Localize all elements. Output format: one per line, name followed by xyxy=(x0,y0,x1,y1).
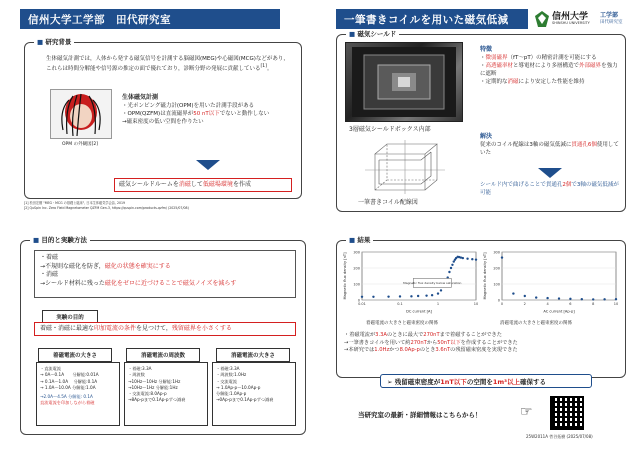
footer-id: 25W2011A 菅谷拓樹 (2025/07/08) xyxy=(526,434,593,439)
x-axis-label: AC current [Ap-p] xyxy=(543,309,575,314)
purpose-points xyxy=(34,250,296,298)
col3-panel: ・着磁:3.3A ・周波数:1.0Hz ・交流電流 → 1.0Ap-p〜10.0Ap-p 分解能:1.0Ap-p →0Ap-pまで0.1Ap-pずつ減衰 xyxy=(212,362,296,426)
right-header xyxy=(336,9,528,29)
results-highlight: ➢ 残留磁束密度が1nT以下の空間を1m³以上確保する xyxy=(380,374,592,388)
features-block xyxy=(480,46,620,87)
opm-photo xyxy=(50,89,112,139)
logo-lab: 田代研究室 xyxy=(600,20,623,25)
x-tick-label: 8 xyxy=(592,302,595,306)
y-axis-label: Magnetic flux density [nT] xyxy=(343,252,347,300)
y-tick-label: 100 xyxy=(493,282,500,287)
data-point xyxy=(410,295,412,297)
purpose-line-4: →シールド材料に残った磁化をゼロに近づけることで磁気ノイズを減らす xyxy=(40,280,237,288)
biomag-bullet-1: ・光ポンピング磁力計(OPM)を用いた計測手段がある xyxy=(122,102,255,109)
shield-box-photo xyxy=(345,42,463,122)
col2-panel: ・着磁:3.3A ・周波数 →10Hz〜10Hz 分解能:1Hz →10Hz〜1Hz 分解能:1Hz ・交流電流:8.0Ap-p →8Ap-pまで0.1Ap-pずつ減衰 xyxy=(124,362,208,426)
feature-2: ・高透磁率材と導電材により多層構造で外部磁界を強力に遮断 xyxy=(480,62,618,77)
results-text xyxy=(344,332,624,355)
feature-1: ・微弱磁界（fT〜pT）の精密計測を可能にする xyxy=(480,54,597,61)
data-point xyxy=(501,256,503,258)
data-point xyxy=(387,295,389,297)
logo-mark-icon xyxy=(534,10,550,28)
data-point xyxy=(581,298,583,300)
goal-label: 実験の目的 xyxy=(42,310,98,324)
x-tick-label: 1 xyxy=(436,302,440,306)
purpose-line-3: ・消磁 xyxy=(40,271,59,279)
data-point xyxy=(466,258,468,260)
data-point xyxy=(558,297,560,299)
down-arrow-icon xyxy=(196,160,220,170)
logo-roman: SHINSHU UNIVERSITY xyxy=(552,21,590,25)
logo-dept: 工学部 xyxy=(600,12,619,19)
plot-frame xyxy=(362,252,476,300)
solution-block xyxy=(480,133,620,158)
left-header xyxy=(20,9,280,29)
reference-1: [1] 松田宏樹 "MEG・MCG の基礎と臨床", 日本生体磁気学会誌, 2019 xyxy=(24,201,126,205)
col1-panel: ・直流電流 → 0A〜0.1A 分解能:0.01A → 0.1A〜1.0A 分解能:0.1A → 1.0A〜10.0A 分解能:1.0A →2.0A〜4.5A 分解能: 0.1A 直流電流を印加しながら着磁 xyxy=(36,362,120,426)
x-tick-label: 10 xyxy=(613,302,619,306)
x-tick-label: 10 xyxy=(473,302,479,306)
chart-demagnetization-current xyxy=(482,246,622,314)
reference-2: [2] QuSpin Inc. Zero Field Magnetometer QZFM Gen-3, https://quspin.com/products-qzfm/ (2025/07/08) xyxy=(24,205,189,210)
x-tick-label: 0.1 xyxy=(397,302,403,306)
col1-title: 着磁電流の大きさ xyxy=(38,348,112,362)
university-logo xyxy=(534,8,634,32)
y-tick-label: 100 xyxy=(353,282,360,287)
data-point xyxy=(546,297,548,299)
feature-3: ・定期的な消磁により安定した性能を維持 xyxy=(480,78,585,85)
purpose-line-1: ・着磁 xyxy=(40,254,59,261)
data-point xyxy=(471,258,473,260)
x-tick-label: 0 xyxy=(500,302,504,306)
data-point xyxy=(475,258,477,260)
solution-body: 従来のコイル配線は3軸の磁気低減に貫通孔6個使用していた xyxy=(480,141,619,156)
data-point xyxy=(448,271,450,273)
purpose-line-2: →不規則な磁化を防ぎ，磁化の状態を確実にする xyxy=(40,262,171,270)
y-tick-label: 0 xyxy=(497,298,500,303)
y-tick-label: 300 xyxy=(353,250,360,255)
research-conclusion: 磁気シールドルームを消磁して低磁場環境を作成 xyxy=(114,178,292,192)
right-header-title: 一筆書きコイルを用いた磁気低減 xyxy=(344,14,509,26)
data-point xyxy=(417,295,419,297)
result-line-1: ・着磁電流が3.3Aのときに最大で270nTまで着磁することができた xyxy=(344,332,502,338)
y-axis-label: Magnetic flux density [nT] xyxy=(483,252,487,300)
coil-wiring-diagram xyxy=(355,140,455,194)
shield-title: ■ 磁気シールド xyxy=(346,29,399,38)
x-axis-label: DC current [A] xyxy=(406,309,432,314)
qr-code-icon[interactable] xyxy=(550,396,584,430)
shield-box-caption: 3層磁気シールドボックス内部 xyxy=(349,126,431,133)
y-tick-label: 0 xyxy=(357,298,360,303)
data-point xyxy=(440,289,442,291)
x-tick-label: 0.01 xyxy=(358,302,366,306)
data-point xyxy=(603,298,605,300)
x-tick-label: 2 xyxy=(523,302,526,306)
y-tick-label: 200 xyxy=(493,266,500,271)
solution-title: 解決 xyxy=(480,133,493,140)
biomag-box xyxy=(122,94,290,154)
data-point xyxy=(569,298,571,300)
data-point xyxy=(425,294,427,296)
purpose-title: ■ 目的と実験方法 xyxy=(30,235,90,244)
y-tick-label: 200 xyxy=(353,266,360,271)
data-point xyxy=(524,295,526,297)
col1-result-2: 直流電流を印加しながら着磁 xyxy=(40,400,95,406)
chart1-caption: 着磁電流の大きさと磁束密度の関係 xyxy=(366,321,438,326)
biomag-bullet-2: ・OPM(QZFM)は直流磁界が50 nT以下でないと動作しない xyxy=(122,110,270,117)
chart-magnetization-current xyxy=(342,246,482,314)
col2-title: 消磁電流の周波数 xyxy=(126,348,200,362)
result-line-2: →一筆書きコイルを用いて約270nTから50nT以下を作成することができた xyxy=(344,339,518,346)
features-title: 特徴 xyxy=(480,46,493,53)
references xyxy=(24,201,304,211)
opm-caption: OPM の外観図[2] xyxy=(62,142,98,147)
plot-frame xyxy=(502,252,616,300)
chart2-caption: 消磁電流の大きさと磁束密度の関係 xyxy=(500,321,572,326)
research-intro: 生体磁気計測では，人体から発する磁気信号を計測する脳磁図(MEG)や心磁図(MCG)などがあり，これらは時間分解能や信号源の推定の面で優れており，診断分野の発展に貢献している[1]。 xyxy=(46,56,289,72)
biomag-bullet-3: →磁束密度の低い空間を作りたい xyxy=(122,118,204,125)
data-point xyxy=(512,292,514,294)
data-point xyxy=(450,267,452,269)
result-line-3: →本研究では1.0Hzかつ8.0Ap-pのとき3.6nTの残留磁束密度を実現できた xyxy=(344,347,518,354)
data-point xyxy=(372,296,374,298)
left-header-title: 信州大学工学部 田代研究室 xyxy=(28,14,171,26)
x-tick-label: 6 xyxy=(569,302,572,306)
data-point xyxy=(535,296,537,298)
col1-result: →2.0A〜4.5A 分解能: 0.1A xyxy=(40,394,93,400)
data-point xyxy=(431,294,433,296)
chevron-right-icon: ➢ xyxy=(387,378,395,386)
data-point xyxy=(399,295,401,297)
solution-result: シールド内で曲げることで貫通孔2個で3軸の磁気低減が可能 xyxy=(480,182,619,196)
y-tick-label: 300 xyxy=(493,250,500,255)
down-arrow-icon xyxy=(538,168,562,178)
coil-wiring-caption: 一筆書きコイル配線図 xyxy=(358,199,418,206)
pointing-hand-icon: ☞ xyxy=(520,404,533,420)
data-point xyxy=(615,298,617,300)
biomag-box-title: 生体磁気計測 xyxy=(122,94,159,101)
logo-name: 信州大学 xyxy=(552,12,589,22)
data-point xyxy=(451,264,453,266)
goal-statement: 着磁・消磁に最適な印加電流の条件を見つけて，残留磁界を小さくする xyxy=(34,322,296,336)
data-point xyxy=(592,298,594,300)
col3-title: 消磁電流の大きさ xyxy=(216,348,290,362)
footer-info[interactable]: 当研究室の最新・詳細情報はこちらから！ xyxy=(358,411,482,419)
data-point xyxy=(462,257,464,259)
results-title: ■ 結果 xyxy=(346,235,373,244)
data-point xyxy=(361,296,363,298)
data-point xyxy=(437,292,439,294)
research-background-title: ■ 研究背景 xyxy=(34,37,74,46)
x-tick-label: 4 xyxy=(546,302,549,306)
annotation-text: Magnetic flux density below saturation xyxy=(403,280,462,285)
